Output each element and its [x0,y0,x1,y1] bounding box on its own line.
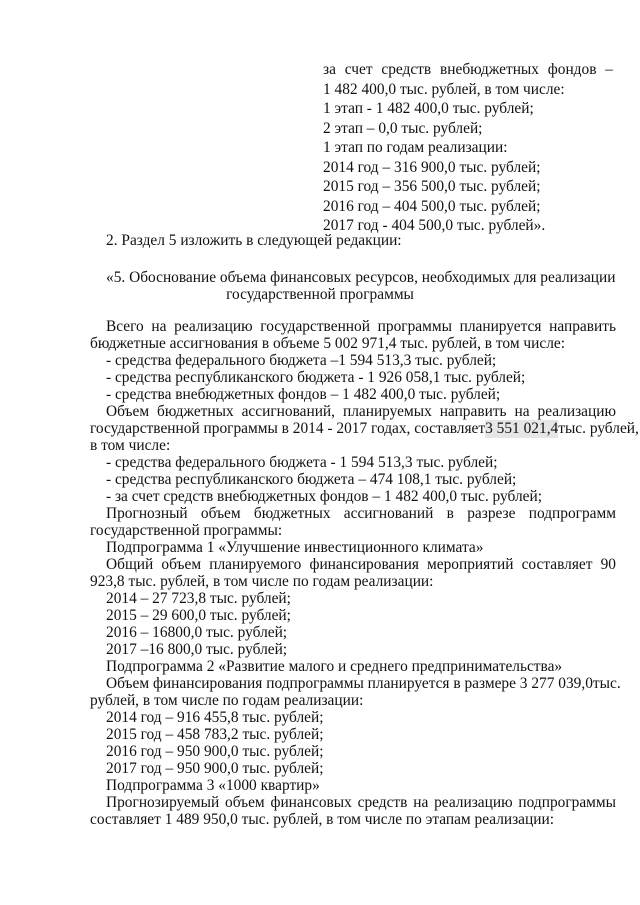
para-6-line: составляет 1 489 950,0 тыс. рублей, в том числе по этапам реализации: [90,811,555,828]
section-title-line-1: «5. Обоснование объема финансовых ресурсов, необходимых для реализации [106,269,616,286]
list-item: - средства федерального бюджета - 1 594 513,3 тыс. рублей; [106,454,498,471]
right-line: 1 этап - 1 482 400,0 тыс. рублей; [323,100,534,117]
list-item: - средства внебюджетных фондов – 1 482 400,0 тыс. рублей; [106,386,501,403]
right-line: 1 этап по годам реализации: [323,139,508,156]
para-1-line: Всего на реализацию государственной программы планируется направить [106,318,616,335]
list-item: 2014 – 27 723,8 тыс. рублей; [106,590,291,607]
para-2-line: в том числе: [90,437,171,454]
para-1-line: бюджетные ассигнования в объеме 5 002 971,4 тыс. рублей, в том числе: [90,335,565,352]
para-2-text: тыс. рублей, [558,420,639,437]
list-item: - средства республиканского бюджета - 1 926 058,1 тыс. рублей; [106,369,526,386]
subprogram-3-title: Подпрограмма 3 «1000 квартир» [106,777,320,794]
list-item: 2016 год – 950 900,0 тыс. рублей; [106,743,324,760]
list-item: 2017 –16 800,0 тыс. рублей; [106,641,288,658]
right-line: за счет средств внебюджетных фондов – [323,61,613,78]
para-4-line: 923,8 тыс. рублей, в том числе по годам реализации: [90,573,434,590]
list-item: 2015 год – 458 783,2 тыс. рублей; [106,726,324,743]
para-2-line [90,420,639,438]
para-3-line: Прогнозный объем бюджетных ассигнований в разрезе подпрограмм [106,505,616,522]
para-3-line: государственной программы: [90,522,283,539]
list-item: - средства республиканского бюджета – 474 108,1 тыс. рублей; [106,471,517,488]
subprogram-1-title: Подпрограмма 1 «Улучшение инвестиционного климата» [106,539,484,556]
para-4-line: Общий объем планируемого финансирования мероприятий составляет 90 [106,556,616,573]
para-2-line: Объем бюджетных ассигнований, планируемых направить на реализацию [106,403,616,420]
para-5-line: Объем финансирования подпрограммы планируется в размере 3 277 039,0тыс. [106,675,621,692]
para-6-line: Прогнозируемый объем финансовых средств на реализацию подпрограммы [106,794,616,811]
list-item: - средства федерального бюджета –1 594 513,3 тыс. рублей; [106,352,497,369]
right-line: 2014 год – 316 900,0 тыс. рублей; [323,158,541,176]
para-2-text: государственной программы в 2014 - 2017 годах, составляет [90,420,486,437]
highlighted-amount: 3 551 021,4 [485,420,559,437]
subprogram-2-title: Подпрограмма 2 «Развитие малого и среднего предпринимательства» [106,658,563,675]
section-title-line-2: государственной программы [226,286,414,303]
list-item: 2015 – 29 600,0 тыс. рублей; [106,607,291,624]
para-5-line: рублей, в том числе по годам реализации: [90,692,364,709]
right-line: 2016 год – 404 500,0 тыс. рублей; [323,197,541,215]
list-item: 2016 – 16800,0 тыс. рублей; [106,624,288,641]
right-line: 2015 год – 356 500,0 тыс. рублей; [323,178,541,195]
right-line: 2 этап – 0,0 тыс. рублей; [323,119,483,137]
list-item: 2014 год – 916 455,8 тыс. рублей; [106,709,324,726]
right-line: 1 482 400,0 тыс. рублей, в том числе: [323,80,565,98]
point-2: 2. Раздел 5 изложить в следующей редакции: [106,232,402,249]
right-line: 2017 год - 404 500,0 тыс. рублей». [323,217,546,234]
list-item: - за счет средств внебюджетных фондов – 1 482 400,0 тыс. рублей; [106,488,542,505]
list-item: 2017 год – 950 900,0 тыс. рублей; [106,760,324,777]
